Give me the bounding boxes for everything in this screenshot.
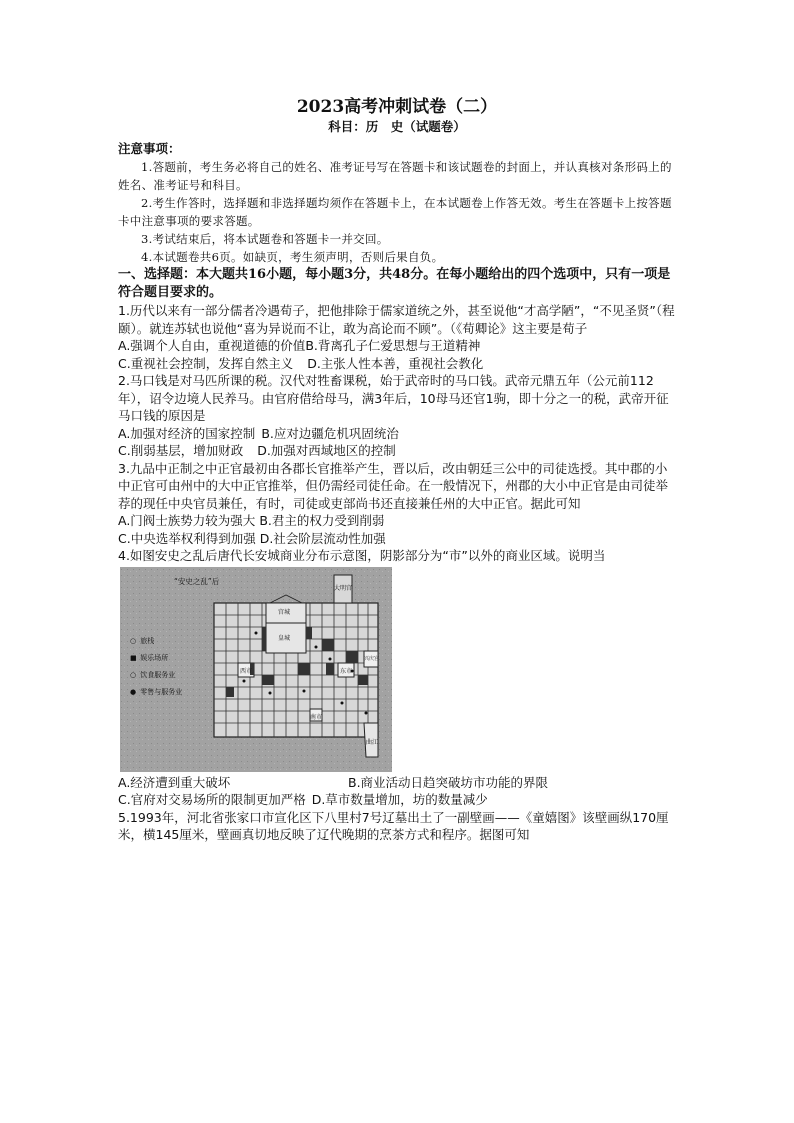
changan-commerce-map bbox=[120, 567, 392, 772]
legend-label: 饮食服务业 bbox=[140, 670, 176, 679]
map-label-dongshi: 东市 bbox=[340, 667, 353, 675]
options-row bbox=[118, 355, 676, 373]
notice-heading: 注意事项： bbox=[118, 141, 181, 156]
options-row bbox=[118, 425, 676, 443]
notice-item: 2.考生作答时，选择题和非选择题均须作在答题卡上，在本试题卷上作答无效。考生在答题卡上按答题卡中注意事项的要求答题。 bbox=[118, 196, 672, 228]
legend-label: 零售与服务业 bbox=[140, 687, 183, 696]
option-c: C.削弱基层，增加财政 bbox=[118, 443, 244, 458]
option-b: B.商业活动日趋突破坊市功能的界限 bbox=[348, 774, 549, 790]
question-stem: 2.马口钱是对马匹所课的税。汉代对牲畜课税，始于武帝时的马口钱。武帝元鼎五年（公元前112年），诏令边境人民养马。由官府借给母马，满3年后，10母马还官1驹，即十分之一的税，武帝开征马口钱的原因是 bbox=[118, 373, 669, 423]
options-row bbox=[118, 442, 676, 460]
map-label-xingqing: 兴庆宫 bbox=[364, 655, 380, 662]
legend-label: 旅栈 bbox=[140, 636, 155, 645]
question-1 bbox=[118, 302, 676, 372]
notice-item: 3.考试结束后，将本试题卷和答题卡一并交回。 bbox=[141, 232, 389, 246]
legend-symbol: ○ bbox=[130, 670, 137, 679]
legend-symbol: ■ bbox=[130, 653, 137, 662]
legend-item bbox=[130, 650, 182, 667]
map-label-daming: 大明宫 bbox=[334, 584, 353, 592]
options-row bbox=[118, 791, 676, 809]
option-b: B.背离孔子仁爱思想与王道精神 bbox=[305, 338, 481, 353]
question-stem: 5.1993年，河北省张家口市宣化区下八里村7号辽墓出土了一副壁画——《童嬉图》该壁画纵170厘米，横145厘米，壁画真切地反映了辽代晚期的烹茶方式和程序。据图可知 bbox=[118, 809, 669, 842]
notice-item: 1.答题前，考生务必将自己的姓名、准考证号写在答题卡和该试题卷的封面上，并认真核对条形码上的姓名、准考证号和科目。 bbox=[118, 160, 672, 192]
option-a: A.门阀士族势力较为强大 bbox=[118, 513, 256, 528]
option-a: A.加强对经济的国家控制 bbox=[118, 425, 256, 441]
option-b: B.君主的权力受到削弱 bbox=[259, 513, 385, 528]
map-label-xishi: 西市 bbox=[240, 667, 253, 675]
question-2 bbox=[118, 372, 676, 460]
legend-item bbox=[130, 633, 182, 650]
legend-label: 娱乐场所 bbox=[140, 653, 169, 662]
legend-item bbox=[130, 684, 182, 701]
exam-title: 2023高考冲刺试卷（二） bbox=[296, 97, 498, 117]
question-stem: 3.九品中正制之中正官最初由各郡长官推举产生，晋以后，改由朝廷三公中的司徒选授。其中郡的小中正官可由州中的大中正官推举，但仍需经司徒任命。在一般情况下，州郡的大小中正官是由司徒举荐的现任中央官员兼任，有时，司徒或吏部尚书还直接兼任州的大中正官。据此可知 bbox=[118, 460, 669, 511]
map-label-huangcheng: 皇城 bbox=[278, 634, 291, 642]
options-row bbox=[118, 337, 676, 355]
question-stem: 1.历代以来有一部分儒者冷遇荀子，把他排除于儒家道统之外，甚至说他“才高学陋”，“不见圣贤”（程颐）。就连苏轼也说他“喜为异说而不让，敢为高论而不顾”。（《荀卿论》这主要是荀子 bbox=[118, 303, 675, 336]
map-label-nanshi: 南市 bbox=[310, 713, 323, 721]
map-legend bbox=[130, 633, 182, 701]
options-row bbox=[118, 512, 676, 530]
legend-item bbox=[130, 667, 182, 684]
option-c: C.官府对交易场所的限制更加严格 bbox=[118, 792, 306, 807]
map-label-gongcheng: 宫城 bbox=[278, 608, 291, 616]
legend-symbol: ○ bbox=[130, 636, 137, 645]
exam-subtitle: 科目：历 史（试题卷） bbox=[328, 119, 466, 134]
notice-item: 4.本试题卷共6页。如缺页，考生须声明，否则后果自负。 bbox=[141, 250, 444, 264]
notice-block bbox=[118, 140, 676, 266]
section-heading: 一、选择题：本大题共16小题，每小题3分，共48分。在每小题给出的四个选项中，只有一项是符合题目要求的。 bbox=[118, 267, 671, 300]
map-title: “安史之乱”后 bbox=[174, 576, 220, 586]
options-row bbox=[118, 530, 676, 548]
question-stem: 4.如图安史之乱后唐代长安城商业分布示意图，阴影部分为“市”以外的商业区域。说明当 bbox=[118, 548, 606, 563]
options-row bbox=[118, 774, 676, 792]
option-d: D.草市数量增加，坊的数量减少 bbox=[311, 792, 488, 807]
option-c: C.中央选举权利得到加强 bbox=[118, 530, 256, 546]
option-a: A.强调个人自由，重视道德的价值 bbox=[118, 338, 306, 353]
option-d: D.社会阶层流动性加强 bbox=[259, 530, 386, 546]
question-5 bbox=[118, 809, 676, 844]
map-label-qujiang: 曲江 bbox=[366, 738, 379, 746]
option-d: D.加强对西域地区的控制 bbox=[257, 443, 396, 458]
exam-page bbox=[118, 96, 676, 844]
legend-symbol: ● bbox=[130, 687, 137, 696]
option-d: D.主张人性本善，重视社会教化 bbox=[307, 355, 484, 371]
option-b: B.应对边疆危机巩固统治 bbox=[261, 425, 399, 441]
question-3 bbox=[118, 460, 676, 548]
option-c: C.重视社会控制，发挥自然主义 bbox=[118, 355, 294, 371]
question-4 bbox=[118, 547, 676, 809]
option-a: A.经济遭到重大破坏 bbox=[118, 774, 231, 790]
